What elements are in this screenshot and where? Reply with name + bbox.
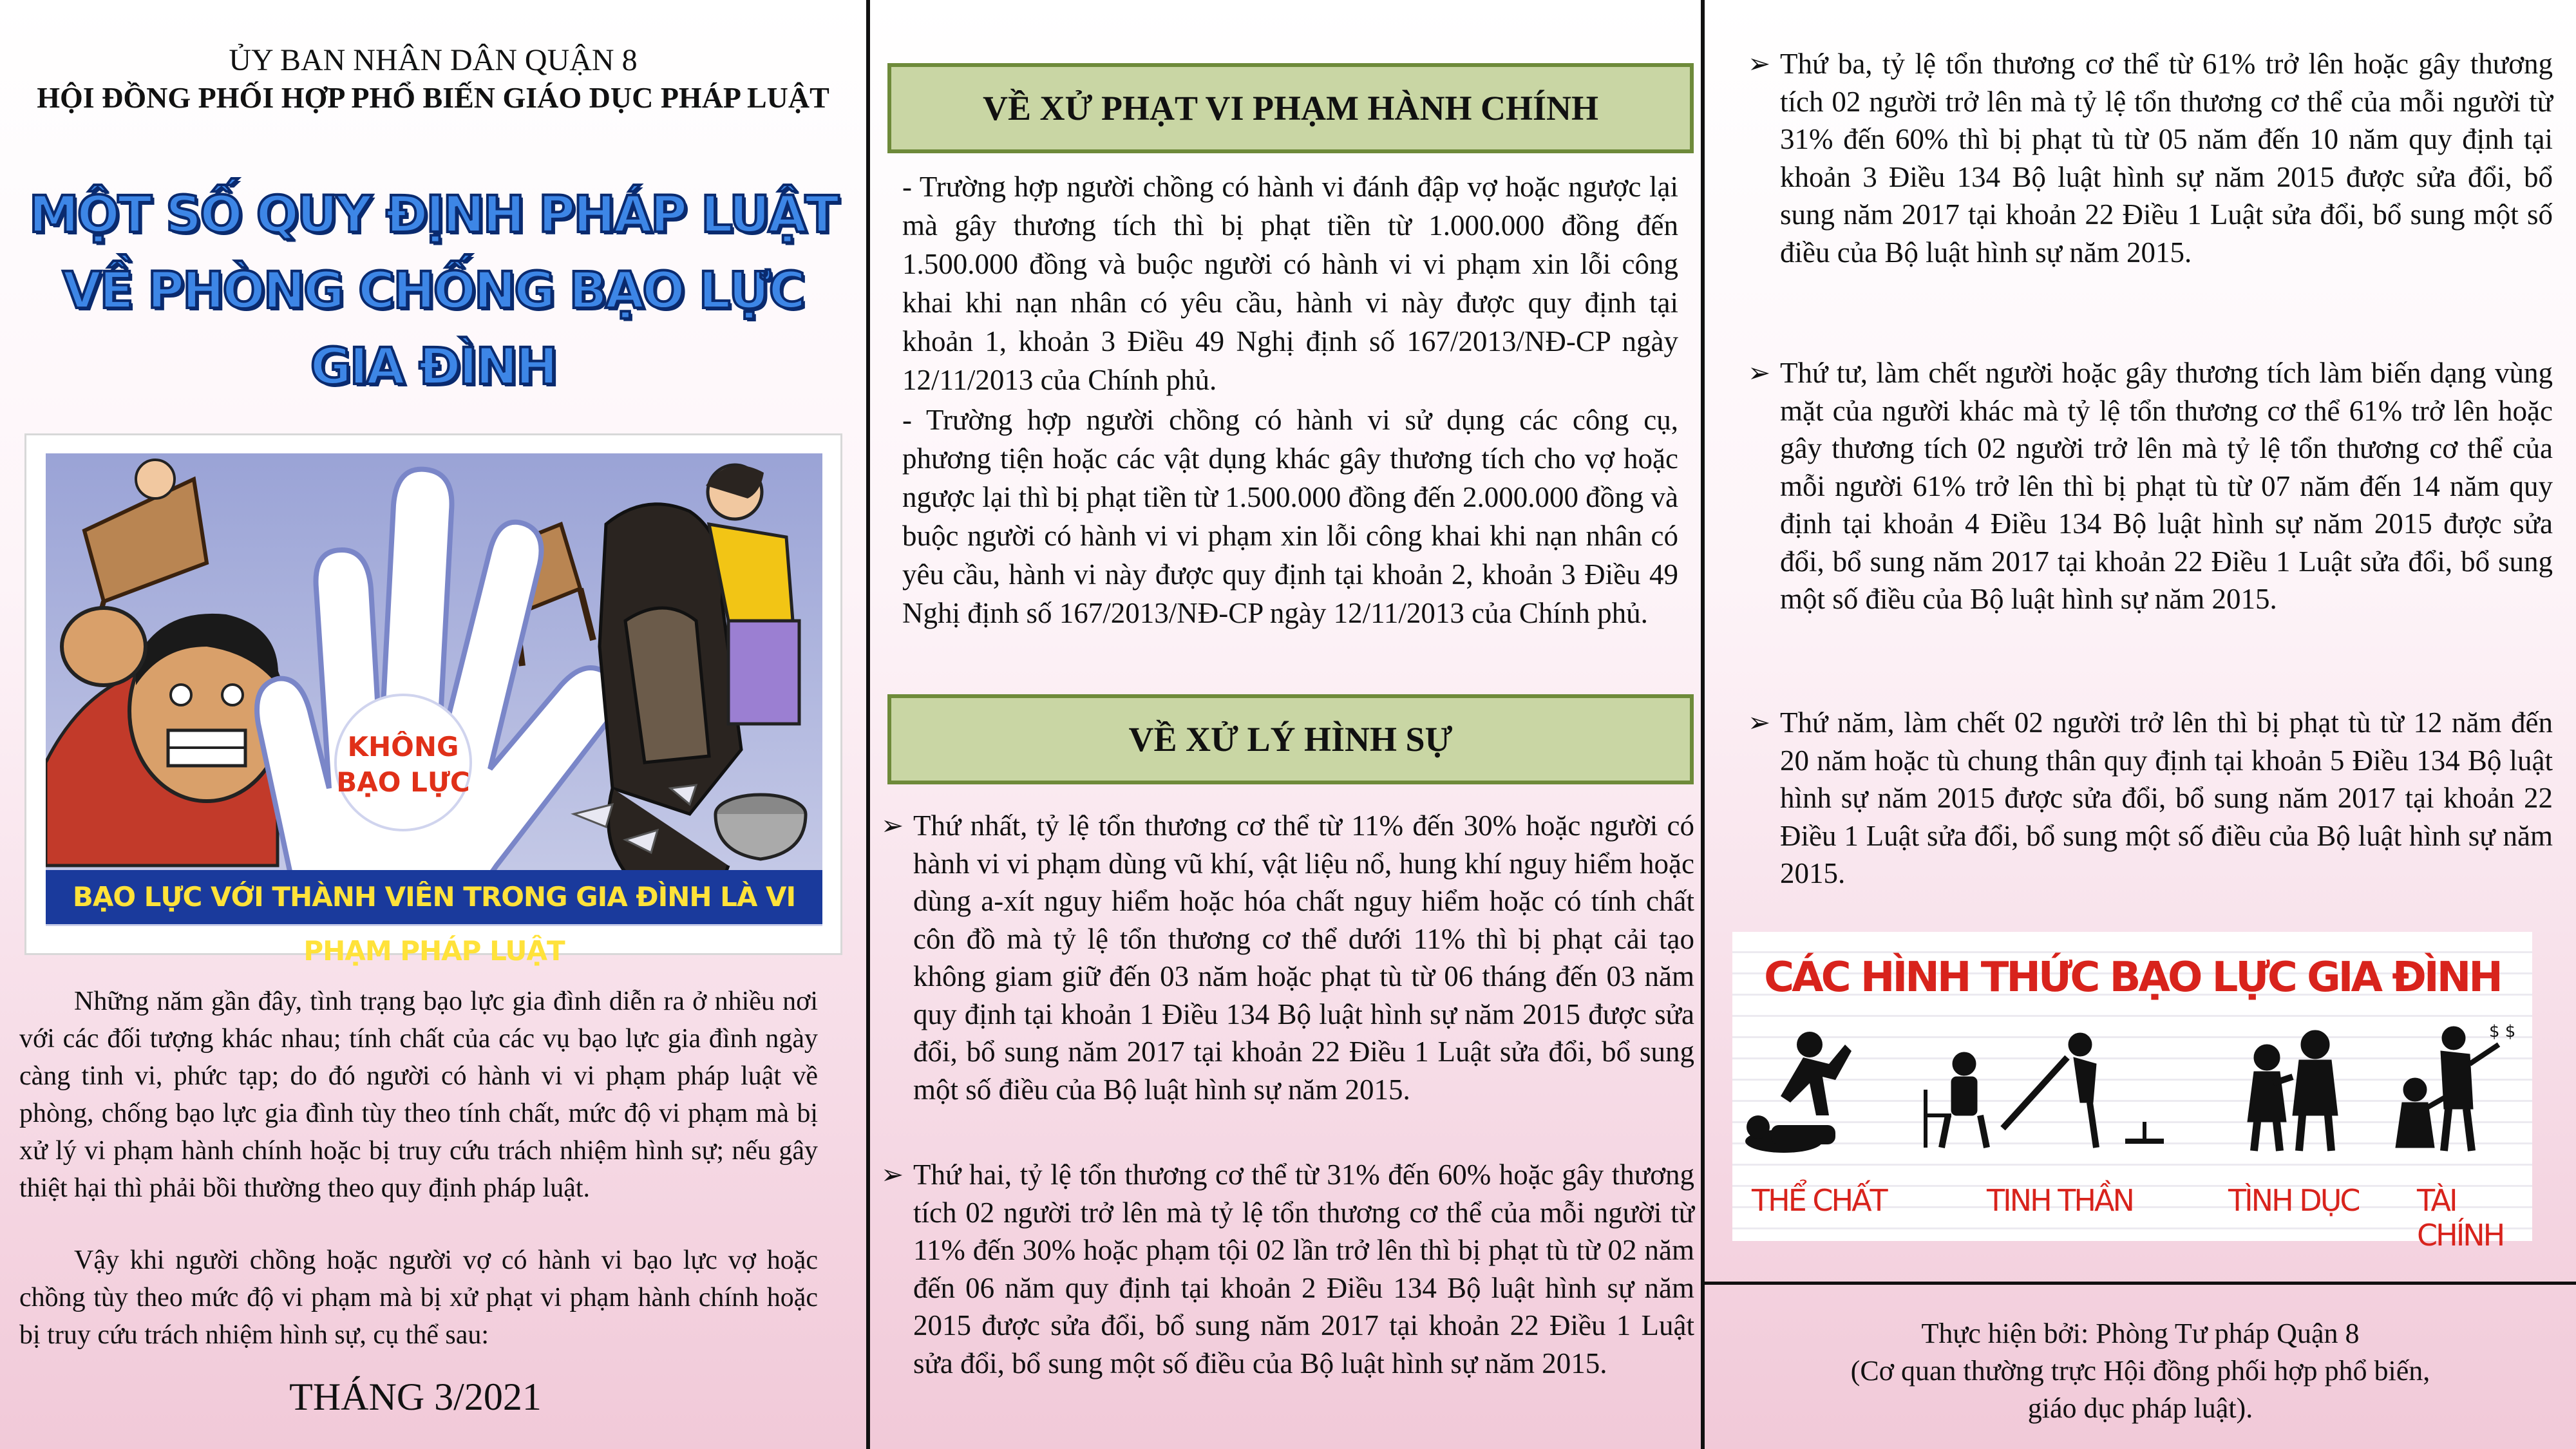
intro-paragraph-2: Vậy khi người chồng hoặc người vợ có hành vi bạo lực vợ hoặc chồng tùy theo mức độ vi phạm mà bị xử phạt vi phạm hành chính hoặc bị truy cứu trách nhiệm hình sự, cụ thể sau: <box>19 1245 818 1350</box>
form-label-psychological: TINH THẦN <box>1987 1183 2133 1218</box>
admin-penalty-paragraph-2: - Trường hợp người chồng có hành vi sử dụng các công cụ, phương tiện hoặc các vật dụng khác gây thương tích cho vợ hoặc ngược lại thì bị phạt tiền từ 1.500.000 đồng đến 2.000.000 đồng và buộc người có hành vi vi phạm xin lỗi công khai khi nạn nhân có yêu cầu, hành vi này được quy định tại khoản 2, khoản 3 Điều 49 Nghị định số 167/2013/NĐ-CP ngày 12/11/2013 của Chính phủ. <box>902 404 1678 629</box>
anti-violence-illustration <box>24 433 842 967</box>
publication-date: THÁNG 3/2021 <box>289 1376 542 1418</box>
illustration-scene <box>46 453 822 926</box>
criminal-item-1 <box>881 807 1694 1108</box>
psychological-violence-icon <box>1926 1033 2164 1148</box>
criminal-item-5-text: Thứ năm, làm chết 02 người trở lên thì bị phạt tù từ 12 năm đến 20 năm hoặc tù chung thân quy định tại khoản 5 Điều 134 Bộ luật hình sự năm 2015 được sửa đổi, bổ sung năm 2017 tại khoản 22 Điều 1 Luật sửa đổi, bổ sung một số điều của Bộ luật hình sự năm 2015. <box>1780 706 2553 889</box>
left-panel <box>0 0 866 1449</box>
intro-paragraph-1: Những năm gần đây, tình trạng bạo lực gia đình diễn ra ở nhiều nơi với các đối tượng khác nhau; tính chất của các vụ bạo lực gia đình ngày càng tinh vi, phức tạp; do đó người có hành vi vi phạm pháp luật về phòng, chống bạo lực gia đình tùy theo tính chất, mức độ vi phạm mà bị xử lý vi phạm hành chính hoặc bị truy cứu trách nhiệm hình sự; nếu gây thiệt hại thì phải bồi thường theo quy định pháp luật. <box>19 987 818 1203</box>
forms-pictograms <box>1732 1019 2532 1160</box>
footer-line-3: giáo dục pháp luật). <box>2027 1392 2253 1424</box>
form-label-physical: THỂ CHẤT <box>1752 1183 1886 1218</box>
title-line-2: VỀ PHÒNG CHỐNG BẠO LỰC <box>62 262 804 320</box>
arrow-bullet-icon: ➢ <box>1748 706 1771 738</box>
criminal-item-1-text: Thứ nhất, tỷ lệ tổn thương cơ thể từ 11% đến 30% hoặc người có hành vi vi phạm dùng vũ khí, vật liệu nổ, hung khí nguy hiểm hoặc dùng a-xít nguy hiểm hoặc hóa chất nguy hiểm hoặc có tính chất côn đồ mà tỷ lệ tổn thương cơ thể dưới 11% thì bị phạt cải tạo không giam giữ đến 03 năm hoặc phạt tù từ 06 tháng đến 03 năm quy định tại khoản 1 Điều 134 Bộ luật hình sự năm 2015 được sửa đổi, bổ sung năm 2017 tại khoản 22 Điều 1 Luật sửa đổi, bổ sung một số điều của Bộ luật hình sự năm 2015. <box>913 810 1694 1106</box>
arrow-bullet-icon: ➢ <box>881 810 904 841</box>
form-label-financial: TÀI CHÍNH <box>2417 1183 2504 1253</box>
right-panel <box>1705 0 2576 1449</box>
forms-title: CÁC HÌNH THỨC BẠO LỰC GIA ĐÌNH <box>1764 954 2501 1001</box>
title-line-1: MỘT SỐ QUY ĐỊNH PHÁP LUẬT <box>28 186 838 244</box>
title-line-3: GIA ĐÌNH <box>310 338 556 396</box>
agency-name: ỦY BAN NHÂN DÂN QUẬN 8 <box>229 43 638 77</box>
criminal-item-2-text: Thứ hai, tỷ lệ tổn thương cơ thể từ 31% đến 60% hoặc gây thương tích 02 người trở lên mà tỷ lệ tổn thương cơ thể của mỗi người từ 11% đến 30% hoặc phạm tội 02 lần trở lên thì bị phạt tù từ 02 năm đến 06 năm quy định tại khoản 2 Điều 134 Bộ luật hình sự năm 2015 được sửa đổi, bổ sung năm 2017 tại khoản 22 Điều 1 Luật sửa đổi, bổ sung một số điều của Bộ luật hình sự năm 2015. <box>913 1159 1694 1379</box>
arrow-bullet-icon: ➢ <box>1748 357 1771 388</box>
criminal-item-3-text: Thứ ba, tỷ lệ tổn thương cơ thể từ 61% trở lên hoặc gây thương tích 02 người trở lên mà tỷ lệ tổn thương cơ thể của mỗi người từ 31% đến 60% thì bị phạt tù từ 05 năm đến 10 năm quy định tại khoản 3 Điều 134 Bộ luật hình sự năm 2015 được sửa đổi, bổ sung năm 2017 tại khoản 22 Điều 1 Luật sửa đổi, bổ sung một số điều của Bộ luật hình sự năm 2015. <box>1780 48 2553 269</box>
badge-line-2: BẠO LỰC <box>336 766 470 798</box>
admin-penalty-paragraph-1: - Trường hợp người chồng có hành vi đánh đập vợ hoặc ngược lại mà gây thương tích thì bị phạt tiền từ 1.000.000 đồng đến 1.500.000 đồng và buộc người có hành vi vi phạm xin lỗi công khai khi nạn nhân có yêu cầu, hành vi này được quy định tại khoản 1, khoản 3 Điều 49 Nghị định số 167/2013/NĐ-CP ngày 12/11/2013 của Chính phủ. <box>902 171 1678 396</box>
angry-man-figure <box>46 608 284 866</box>
badge-line-1: KHÔNG <box>347 731 459 762</box>
criminal-item-2 <box>881 1156 1694 1382</box>
financial-violence-icon <box>2396 1022 2515 1151</box>
middle-panel <box>866 0 1705 1449</box>
criminal-item-5 <box>1748 704 2553 893</box>
criminal-item-3 <box>1748 45 2553 271</box>
illustration-banner: BẠO LỰC VỚI THÀNH VIÊN TRONG GIA ĐÌNH LÀ VI PHẠM PHÁP LUẬT <box>46 870 822 924</box>
footer-line-1: Thực hiện bởi: Phòng Tư pháp Quận 8 <box>1921 1318 2360 1349</box>
sexual-violence-icon <box>2248 1030 2338 1151</box>
council-name: HỘI ĐỒNG PHỐI HỢP PHỔ BIẾN GIÁO DỤC PHÁP LUẬT <box>37 81 829 114</box>
criminal-item-4-text: Thứ tư, làm chết người hoặc gây thương tích làm biến dạng vùng mặt của người khác mà tỷ lệ tổn thương cơ thể 61% trở lên hoặc gây thương tích 02 người trở lên mà tỷ lệ tổn thương cơ thể của mỗi người 61% trở lên thì bị phạt tù từ 07 năm đến 14 năm quy định tại khoản 4 Điều 134 Bộ luật hình sự năm 2015 được sửa đổi, bổ sung năm 2017 tại khoản 22 Điều 1 Luật sửa đổi, bổ sung một số điều của Bộ luật hình sự năm 2015. <box>1780 357 2553 615</box>
arrow-bullet-icon: ➢ <box>1748 48 1771 79</box>
footer-divider <box>1705 1282 2576 1285</box>
physical-violence-icon <box>1745 1032 1852 1153</box>
form-label-sexual: TÌNH DỤC <box>2228 1183 2359 1218</box>
admin-penalty-heading: VỀ XỬ PHẠT VI PHẠM HÀNH CHÍNH <box>887 63 1694 153</box>
footer-line-2: (Cơ quan thường trực Hội đồng phối hợp phổ biến, <box>1850 1355 2430 1387</box>
violence-forms-infographic <box>1732 932 2532 1253</box>
arrow-bullet-icon: ➢ <box>881 1159 904 1190</box>
footer-credit <box>1705 1315 2576 1427</box>
criminal-item-4 <box>1748 354 2553 618</box>
svg-text:$ $: $ $ <box>2489 1022 2516 1041</box>
criminal-penalty-heading: VỀ XỬ LÝ HÌNH SỰ <box>887 694 1694 784</box>
brochure-title <box>26 177 840 405</box>
